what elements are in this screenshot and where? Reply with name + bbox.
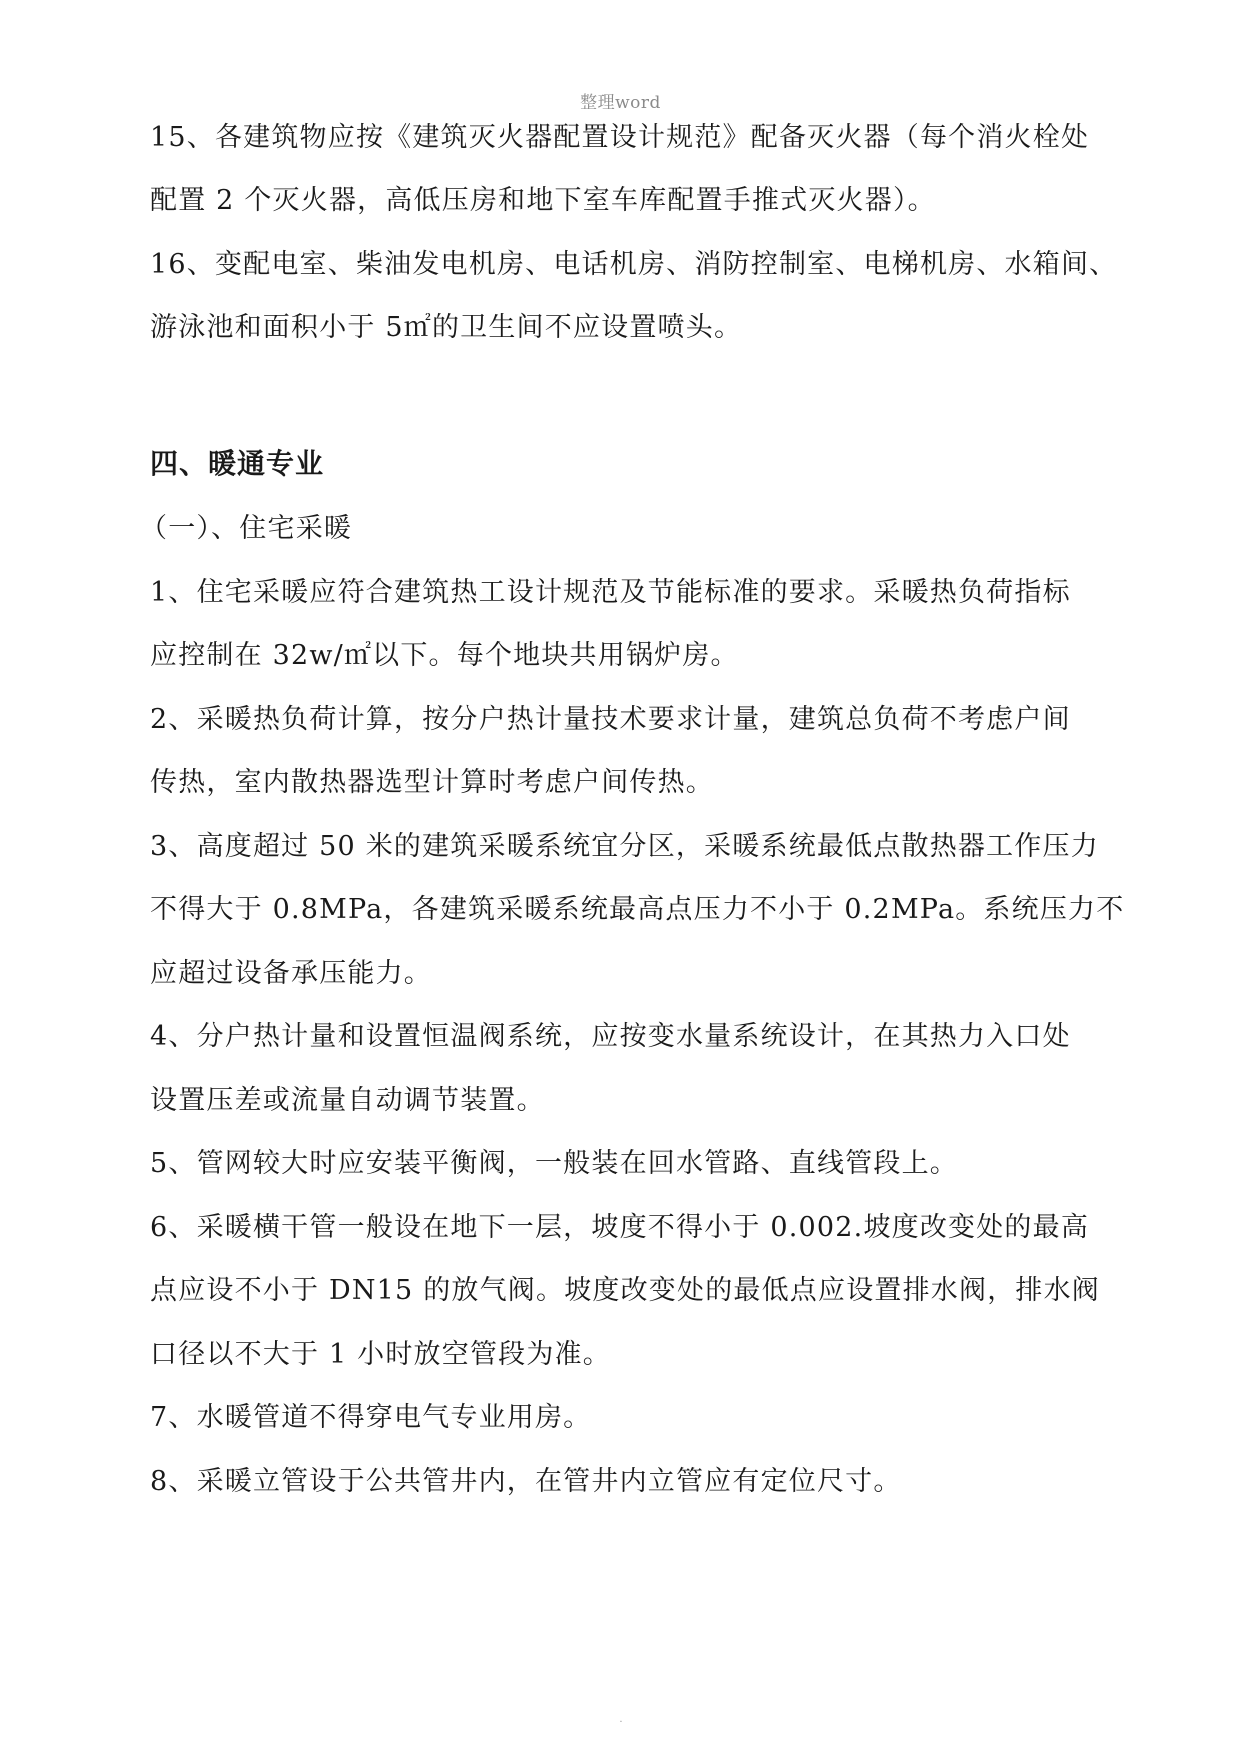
paragraph-line: 口径以不大于 1 小时放空管段为准。	[150, 1339, 611, 1370]
paragraph-line: 传热，室内散热器选型计算时考虑户间传热。	[150, 767, 714, 798]
subsection-heading: （一）、住宅采暖	[140, 513, 353, 544]
paragraph-line: 应控制在 32w/㎡以下。每个地块共用锅炉房。	[150, 640, 739, 671]
paragraph-line: 1、住宅采暖应符合建筑热工设计规范及节能标准的要求。采暖热负荷指标	[150, 577, 1071, 608]
paragraph-line: 8、采暖立管设于公共管井内，在管井内立管应有定位尺寸。	[150, 1466, 902, 1497]
paragraph-line: 游泳池和面积小于 5㎡的卫生间不应设置喷头。	[150, 312, 743, 343]
paragraph-line: 5、管网较大时应安装平衡阀，一般装在回水管路、直线管段上。	[150, 1148, 958, 1179]
paragraph-line: 7、水暖管道不得穿电气专业用房。	[150, 1402, 592, 1433]
paragraph-line: 不得大于 0.8MPa，各建筑采暖系统最高点压力不小于 0.2MPa。系统压力不	[150, 894, 1125, 925]
footer-mark: .	[619, 1714, 623, 1725]
paragraph-line: 应超过设备承压能力。	[150, 958, 432, 989]
paragraph-line: 16、变配电室、柴油发电机房、电话机房、消防控制室、电梯机房、水箱间、	[150, 249, 1118, 280]
page-header-watermark: 整理word	[580, 93, 661, 113]
paragraph-line: 配置 2 个灭火器，高低压房和地下室车库配置手推式灭火器）。	[150, 185, 936, 216]
paragraph-line: 点应设不小于 DN15 的放气阀。坡度改变处的最低点应设置排水阀，排水阀	[150, 1275, 1100, 1306]
paragraph-line: 2、采暖热负荷计算，按分户热计量技术要求计量，建筑总负荷不考虑户间	[150, 704, 1071, 735]
paragraph-line: 4、分户热计量和设置恒温阀系统，应按变水量系统设计，在其热力入口处	[150, 1021, 1071, 1052]
paragraph-line: 设置压差或流量自动调节装置。	[150, 1085, 545, 1116]
paragraph-line: 15、各建筑物应按《建筑灭火器配置设计规范》配备灭火器（每个消火栓处	[150, 122, 1090, 153]
paragraph-line: 6、采暖横干管一般设在地下一层，坡度不得小于 0.002.坡度改变处的最高	[150, 1212, 1090, 1243]
paragraph-line: 3、高度超过 50 米的建筑采暖系统宜分区，采暖系统最低点散热器工作压力	[150, 831, 1099, 862]
section-heading: 四、暖通专业	[150, 447, 325, 480]
